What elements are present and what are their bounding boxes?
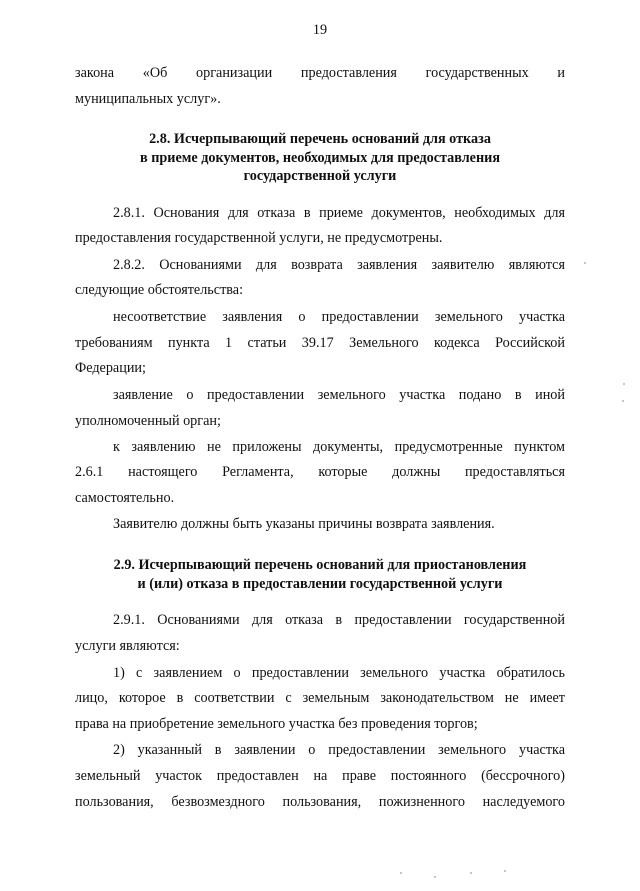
section-heading-line: государственной услуги — [243, 168, 397, 184]
paragraph-line: пользования, безвозмездного пользования, пожизненного наследуемого — [75, 794, 565, 810]
paragraph-line: требованиям пункта 1 статьи 39.17 Земельного кодекса Российской — [75, 335, 565, 351]
paragraph-line: права на приобретение земельного участка без проведения торгов; — [75, 716, 478, 732]
paragraph-line: Заявителю должны быть указаны причины возврата заявления. — [113, 516, 495, 532]
section-heading-line: в приеме документов, необходимых для предоставления — [140, 150, 500, 166]
paragraph-line: 2.9.1. Основаниями для отказа в предоставлении государственной — [113, 612, 565, 628]
scan-speck — [400, 872, 402, 874]
scan-speck — [470, 872, 472, 874]
section-heading-line: 2.8. Исчерпывающий перечень оснований для отказа — [149, 131, 491, 147]
paragraph-line: Федерации; — [75, 360, 146, 376]
paragraph-line: уполномоченный орган; — [75, 413, 221, 429]
paragraph-line: следующие обстоятельства: — [75, 282, 244, 298]
section-heading-line: 2.9. Исчерпывающий перечень оснований для приостановления — [113, 557, 527, 573]
paragraph-line: предоставления государственной услуги, не предусмотрены. — [75, 230, 443, 246]
scan-speck — [434, 876, 436, 878]
paragraph-line: 2) указанный в заявлении о предоставлении земельного участка — [113, 742, 565, 758]
paragraph-line: самостоятельно. — [75, 490, 175, 506]
paragraph-line: 2.8.1. Основания для отказа в приеме документов, необходимых для — [113, 205, 565, 221]
paragraph-line: лицо, которое в соответствии с земельным законодательством не имеет — [75, 690, 565, 706]
paragraph-line: заявление о предоставлении земельного участка подано в иной — [113, 387, 565, 403]
scan-speck — [623, 383, 625, 385]
paragraph-line: к заявлению не приложены документы, предусмотренные пунктом — [113, 439, 565, 455]
paragraph-line: несоответствие заявления о предоставлении земельного участка — [113, 309, 565, 325]
paragraph-line: муниципальных услуг». — [75, 91, 221, 107]
paragraph-line: 2.6.1 настоящего Регламента, которые должны предоставляться — [75, 464, 565, 480]
paragraph-line: услуги являются: — [75, 638, 180, 654]
scan-speck — [584, 262, 586, 264]
page-number: 19 — [312, 22, 328, 38]
section-heading-line: и (или) отказа в предоставлении государственной услуги — [137, 576, 503, 592]
paragraph-line: 2.8.2. Основаниями для возврата заявления заявителю являются — [113, 257, 565, 273]
paragraph-line: 1) с заявлением о предоставлении земельного участка обратилось — [113, 665, 565, 681]
paragraph-line: земельный участок предоставлен на праве постоянного (бессрочного) — [75, 768, 565, 784]
paragraph-line: закона «Об организации предоставления государственных и — [75, 65, 565, 81]
scan-speck — [622, 400, 624, 402]
scan-speck — [504, 870, 506, 872]
